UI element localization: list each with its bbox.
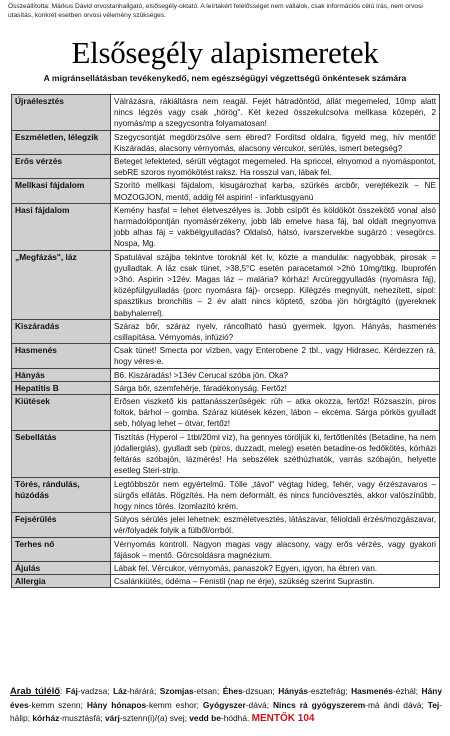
phrase-term: Hányás <box>278 686 309 696</box>
phrase-term: kórház <box>32 713 60 724</box>
row-label: Hasmenés <box>12 344 111 368</box>
phrase-word: dává <box>248 699 267 710</box>
ambulance-number: MENTŐK 104 <box>251 713 315 725</box>
row-label: „Megfázás", láz <box>12 250 111 319</box>
phrase-word: ézhál <box>395 686 416 696</box>
phrase-word: má ándi dává <box>367 699 422 710</box>
phrase-term: Hány hónapos <box>86 699 147 710</box>
row-text: Száraz bőr, száraz nyelv, ráncolható hasú gyermek. Igyon. Hányás, hasmenés csillapítása. Vérnyomás, infúzió? <box>111 319 440 343</box>
row-text: Spatulával szájba tekintve toroknál két lv, közte a manduláк: nagyobbak, pirosak = gyulladtak. A láz csak tünet, >38,5°C esetén paracetamol >2hó 10mg/ttkg. Ibuprofén >3hó. Aspirin >12év. Magas láz – malária? kórház! Arcüreggyulladás (nyomásra fáj), középfülgyulladás (porc nyomásra fáj)- orcsepp. Kilégzés megnyúlt, nehezített, sípol: spasztikus bronchitis – 2 év alatt nincs köptető, szóba jön hörgtágító (gyereknek babyhalerrel). <box>111 250 440 319</box>
row-text: Vérnyomás kontroll. Nagyon magas vagy alacsony, vagy erős vérzés, vagy gyakori fájások – mentő. Görcsoldásra magnézium. <box>111 537 440 561</box>
phrase-term: Szomjas <box>159 686 194 696</box>
row-text: Legtöbbször nem egyértelmű. Tölle „távol" végtag hideg, fehér, vagy érzészavaros – sürgős ellátás. Rögzítés. Ha nem deformált, és nincs funcióvesztés, akkor valószínűbb, hogy nincs törés. Izomlazító krém. <box>111 477 440 513</box>
row-text: Beteget lefekteted, sérült végtagot megemeled. Ha spriccel, elnyomod a nyomáspontot, sebRE szoros nyomókötést raksz. Ha rosszul van, lábak fel. <box>111 155 440 179</box>
phrase-word: musztásfá <box>62 713 101 724</box>
phrase-term: Hány éves <box>10 686 443 710</box>
table-row <box>12 203 440 250</box>
table-row <box>12 513 440 537</box>
phrase-word: dzsuan <box>245 686 273 696</box>
row-label: Erős vérzés <box>12 155 111 179</box>
table-row <box>12 381 440 394</box>
table-row <box>12 95 440 131</box>
phrase-word: esztefrág <box>310 686 346 696</box>
table-row <box>12 561 440 574</box>
phrase-word: hálip <box>10 713 28 724</box>
row-label: Eszméletlen, lélegzik <box>12 130 111 154</box>
table-row <box>12 250 440 319</box>
phrase-term: Láz <box>112 686 127 696</box>
phrase-word: sztenn(i)/(a) svej <box>122 713 185 724</box>
row-label: Mellkasi fájdalom <box>12 179 111 203</box>
row-label: Allergia <box>12 575 111 588</box>
row-label: Kiszáradás <box>12 319 111 343</box>
table-row <box>12 179 440 203</box>
table-row <box>12 130 440 154</box>
row-label: Ájulás <box>12 561 111 574</box>
phrase-word: kemm eshor <box>148 699 197 710</box>
table-row <box>12 344 440 368</box>
page-subtitle: A migránsellátásban tevékenykedő, nem egészségügyi végzettségű önkéntesek számára <box>43 73 407 83</box>
row-text: Kemény hasfal = lehet életveszélyes is. Jobb csípőt és köldököt összekötő vonal alsó harmadolópontján nyomásérzékeny, jobb láb emelve hasa fáj, bal oldalt megnyomva jobb alhas fáj = vakbélgyulladás? Oldalsó, hátsó, ivarszervekbe sugárzó : vesegörcs. Nospa, Mg. <box>111 203 440 250</box>
row-text: Csak tünet! Smecta por vízben, vagy Enterobene 2 tbl., vagy Hidrasec. Kérdezzen rá, hogy véres-e. <box>111 344 440 368</box>
phrase-term: Hasmenés <box>351 686 393 696</box>
row-text: Súlyos sérülés jelei lehetnek: eszméletvesztés, látászavar, félioldali érzés/mozgászavar, vér/folyadék folyik a fülből/orrból. <box>111 513 440 537</box>
row-label: Fejsérülés <box>12 513 111 537</box>
row-label: Hepatitis B <box>12 381 111 394</box>
row-text: B6. Kiszáradás! >13év Cerucal szóba jön. Oka? <box>111 368 440 381</box>
row-label: Terhes nő <box>12 537 111 561</box>
table-row <box>12 395 440 431</box>
author-disclaimer: Összeállította: Márkus Dávid orvostanhallgató, elsősegély-oktató. A leírtakért felelősséget nem vállalok, csak információs célú írás, nem orvosi utasítás, konkrét esetben orvosi vélemény szükséges. <box>8 3 423 19</box>
phrase-word: etsan <box>196 686 217 696</box>
row-text: Lábak fel. Vércukor, vérnyomás, panaszok? Egyen, igyon, ha ébren van. <box>111 561 440 574</box>
table-row <box>12 155 440 179</box>
row-text: Csalánkiütés, ödéma – Fenistil (nap ne érje), szükség szerint Suprastin. <box>111 575 440 588</box>
row-label: Sebellátás <box>12 430 111 477</box>
arabic-phrases-heading: Arab túlélő <box>10 685 61 696</box>
table-row <box>12 575 440 588</box>
phrase-word: hárárá <box>129 686 154 696</box>
row-text: Szegycsontját megdörzsölve sem ébred? Fordítsd oldalra, figyeld meg, hív mentőt! Kiszáradás, alacsony vérnyomás, alacsony vércukor, sérülés, ismert betegség? <box>111 130 440 154</box>
table-row <box>12 319 440 343</box>
phrase-term: Fáj <box>65 686 78 696</box>
row-text: Erősen viszkető kis pattanásszerűségek: rüh – atka okozza, fertőz! Rózsaszín, piros foltok, bárhol – gomba. Száraz kiütések kézen, lábon – ekcéma. Sárga pörkös gyulladt seb, hólyag lehet – ótvar, fertőz! <box>111 395 440 431</box>
arabic-phrases: Arab túlélő: Fáj-vadzsa; Láz-hárárá; Szomjas-etsan; Éhes-dzsuan; Hányás-esztefrág; Hasmenés-ézhál; Hány éves-kemm szenn; Hány hónapos-kemm eshor; Gyógyszer-dává; Nincs rá gyógyszerem-má ándi dává; Tej-hálip; kórház-musztásfá; várj-sztenn(i)/(a) svej; vedd be-hódhá. MENTŐK 104 <box>10 685 443 725</box>
phrase-term: Tej <box>427 699 440 710</box>
row-label: Újraélesztés <box>12 95 111 131</box>
phrase-term: Nincs rá gyógyszerem <box>273 699 366 710</box>
row-text: Sárga bőr, szemfehérje, fáradékonyság. Fertőz! <box>111 381 440 394</box>
table-row <box>12 430 440 477</box>
row-label: Törés, rándulás, húzódás <box>12 477 111 513</box>
phrase-term: Gyógyszer <box>202 699 246 710</box>
first-aid-table <box>11 94 440 588</box>
phrase-word: hódhá. <box>223 713 250 724</box>
row-text: Válrázásra, rákiáltásra nem reagál. Fejét hátradöntöd, állát megemeled, 10mp alatt nincs légzés vagy csak „hörög". Két kezed összekulcsolva mellkasa közepén, 2 nyomás/mp a szegycsontra folyamatosan! <box>111 95 440 131</box>
phrase-word: kemm szenn <box>31 699 81 710</box>
table-row <box>12 477 440 513</box>
row-label: Hányás <box>12 368 111 381</box>
table-row <box>12 368 440 381</box>
page-title: Elsősegély alapismeretek <box>71 35 379 70</box>
phrase-term: vedd be <box>189 713 221 724</box>
phrase-word: vadzsa <box>80 686 108 696</box>
row-text: Tisztítás (Hyperol – 1tbl/20ml víz), ha gennyes töröljük ki, fertőtlenítés (Betadine, ha nem jódallergiás), gyulladt seb (piros, duzzadt, meleg) esetén betadine-os fedőkötés, kórházi feltárás szóbajön, lázmérés! Ha sebszélek széthúzhatók, varrás szóbajön, helyette esetleg Steri-strip. <box>111 430 440 477</box>
row-label: Kiütések <box>12 395 111 431</box>
row-text: Szorító mellkasi fájdalom, kisugározhat karba, szürkés arcbőr, verejtékezik – NE MOZOGJON, mentő, addig fél aspirin! - infarktusgyanú <box>111 179 440 203</box>
row-label: Hasi fájdalom <box>12 203 111 250</box>
table-row <box>12 537 440 561</box>
phrase-term: Éhes <box>222 686 243 696</box>
phrase-term: várj <box>104 713 120 724</box>
